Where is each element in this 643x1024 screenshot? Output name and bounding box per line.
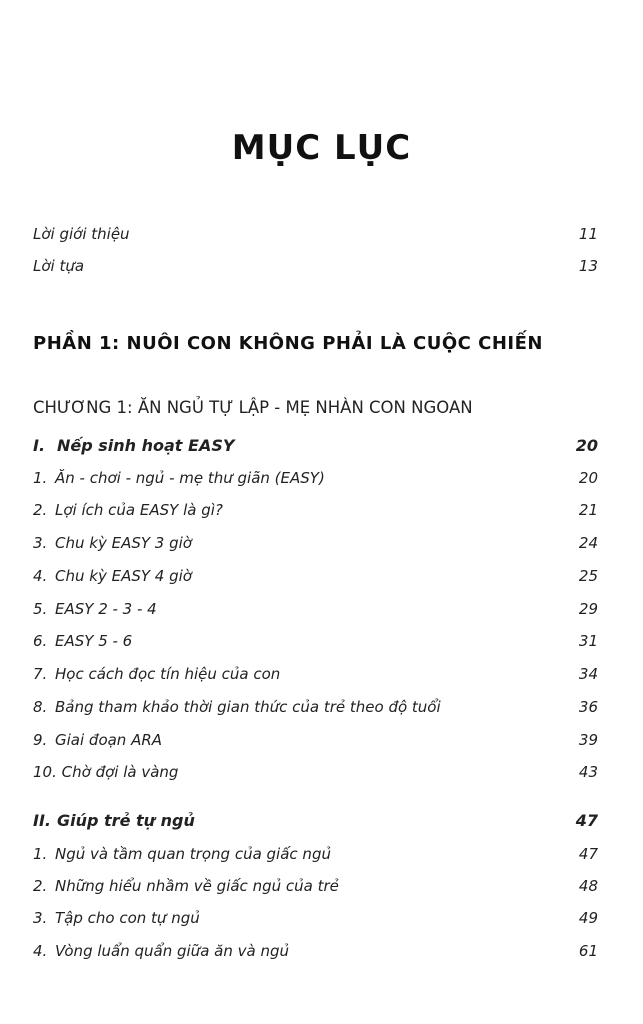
item-number: 9. [33, 731, 48, 749]
item-number: 5. [33, 600, 48, 618]
item-label: Ngủ và tầm quan trọng của giấc ngủ [55, 845, 331, 863]
item-number: 2. [33, 501, 48, 519]
item-label: Học cách đọc tín hiệu của con [55, 665, 281, 683]
item-label: Chờ đợi là vàng [61, 763, 179, 781]
toc-item[interactable] [33, 763, 598, 781]
toc-item[interactable] [33, 567, 598, 585]
item-page: 36 [578, 698, 598, 716]
item-page: 48 [578, 877, 598, 895]
entry-label: Lời tựa [33, 257, 85, 275]
toc-item[interactable] [33, 665, 598, 683]
item-page: 21 [578, 501, 598, 519]
item-label: EASY 2 - 3 - 4 [55, 600, 157, 618]
item-number: 3. [33, 909, 48, 927]
section-page: 20 [575, 436, 598, 455]
item-number: 2. [33, 877, 48, 895]
toc-entry-preface[interactable] [33, 257, 598, 275]
item-label: Vòng luẩn quẩn giữa ăn và ngủ [55, 942, 289, 960]
item-number: 7. [33, 665, 48, 683]
entry-page: 13 [578, 257, 598, 275]
toc-item[interactable] [33, 501, 598, 519]
toc-item[interactable] [33, 845, 598, 863]
section-label: Nếp sinh hoạt EASY [57, 436, 235, 455]
toc-item[interactable] [33, 877, 598, 895]
section-label: Giúp trẻ tự ngủ [57, 811, 195, 830]
page-title: MỤC LỤC [231, 128, 412, 168]
item-page: 49 [578, 909, 598, 927]
chapter-heading: CHƯƠNG 1: ĂN NGỦ TỰ LẬP - MẸ NHÀN CON NGOAN [33, 398, 473, 417]
item-number: 3. [33, 534, 48, 552]
toc-item[interactable] [33, 698, 598, 716]
item-label: Chu kỳ EASY 3 giờ [55, 534, 192, 552]
item-number: 4. [33, 942, 48, 960]
item-page: 39 [578, 731, 598, 749]
item-label: Chu kỳ EASY 4 giờ [55, 567, 192, 585]
item-number: 8. [33, 698, 48, 716]
item-number: 6. [33, 632, 48, 650]
item-label: Giai đoạn ARA [55, 731, 163, 749]
toc-section[interactable] [33, 811, 598, 830]
toc-item[interactable] [33, 731, 598, 749]
section-number: II. [33, 811, 51, 830]
toc-item[interactable] [33, 942, 598, 960]
toc-item[interactable] [33, 469, 598, 487]
entry-label: Lời giới thiệu [33, 225, 130, 243]
item-page: 47 [578, 845, 598, 863]
part-heading: PHẦN 1: NUÔI CON KHÔNG PHẢI LÀ CUỘC CHIẾN [33, 333, 543, 354]
item-page: 29 [578, 600, 598, 618]
toc-entry-intro[interactable] [33, 225, 598, 243]
toc-item[interactable] [33, 600, 598, 618]
item-number: 10. [33, 763, 57, 781]
item-number: 4. [33, 567, 48, 585]
item-page: 24 [578, 534, 598, 552]
item-label: Ăn - chơi - ngủ - mẹ thư giãn (EASY) [55, 469, 325, 487]
toc-item[interactable] [33, 909, 598, 927]
item-page: 25 [578, 567, 598, 585]
entry-page: 11 [578, 225, 598, 243]
item-number: 1. [33, 845, 48, 863]
item-page: 61 [578, 942, 598, 960]
item-page: 34 [578, 665, 598, 683]
section-number: I. [33, 436, 46, 455]
item-label: Tập cho con tự ngủ [55, 909, 200, 927]
item-label: EASY 5 - 6 [55, 632, 133, 650]
item-label: Lợi ích của EASY là gì? [55, 501, 223, 519]
toc-item[interactable] [33, 632, 598, 650]
item-page: 31 [578, 632, 598, 650]
item-page: 20 [578, 469, 598, 487]
toc-item[interactable] [33, 534, 598, 552]
item-page: 43 [578, 763, 598, 781]
item-label: Những hiểu nhầm về giấc ngủ của trẻ [55, 877, 339, 895]
item-label: Bảng tham khảo thời gian thức của trẻ theo độ tuổi [55, 698, 441, 716]
toc-section[interactable] [33, 436, 598, 455]
item-number: 1. [33, 469, 48, 487]
section-page: 47 [575, 811, 598, 830]
